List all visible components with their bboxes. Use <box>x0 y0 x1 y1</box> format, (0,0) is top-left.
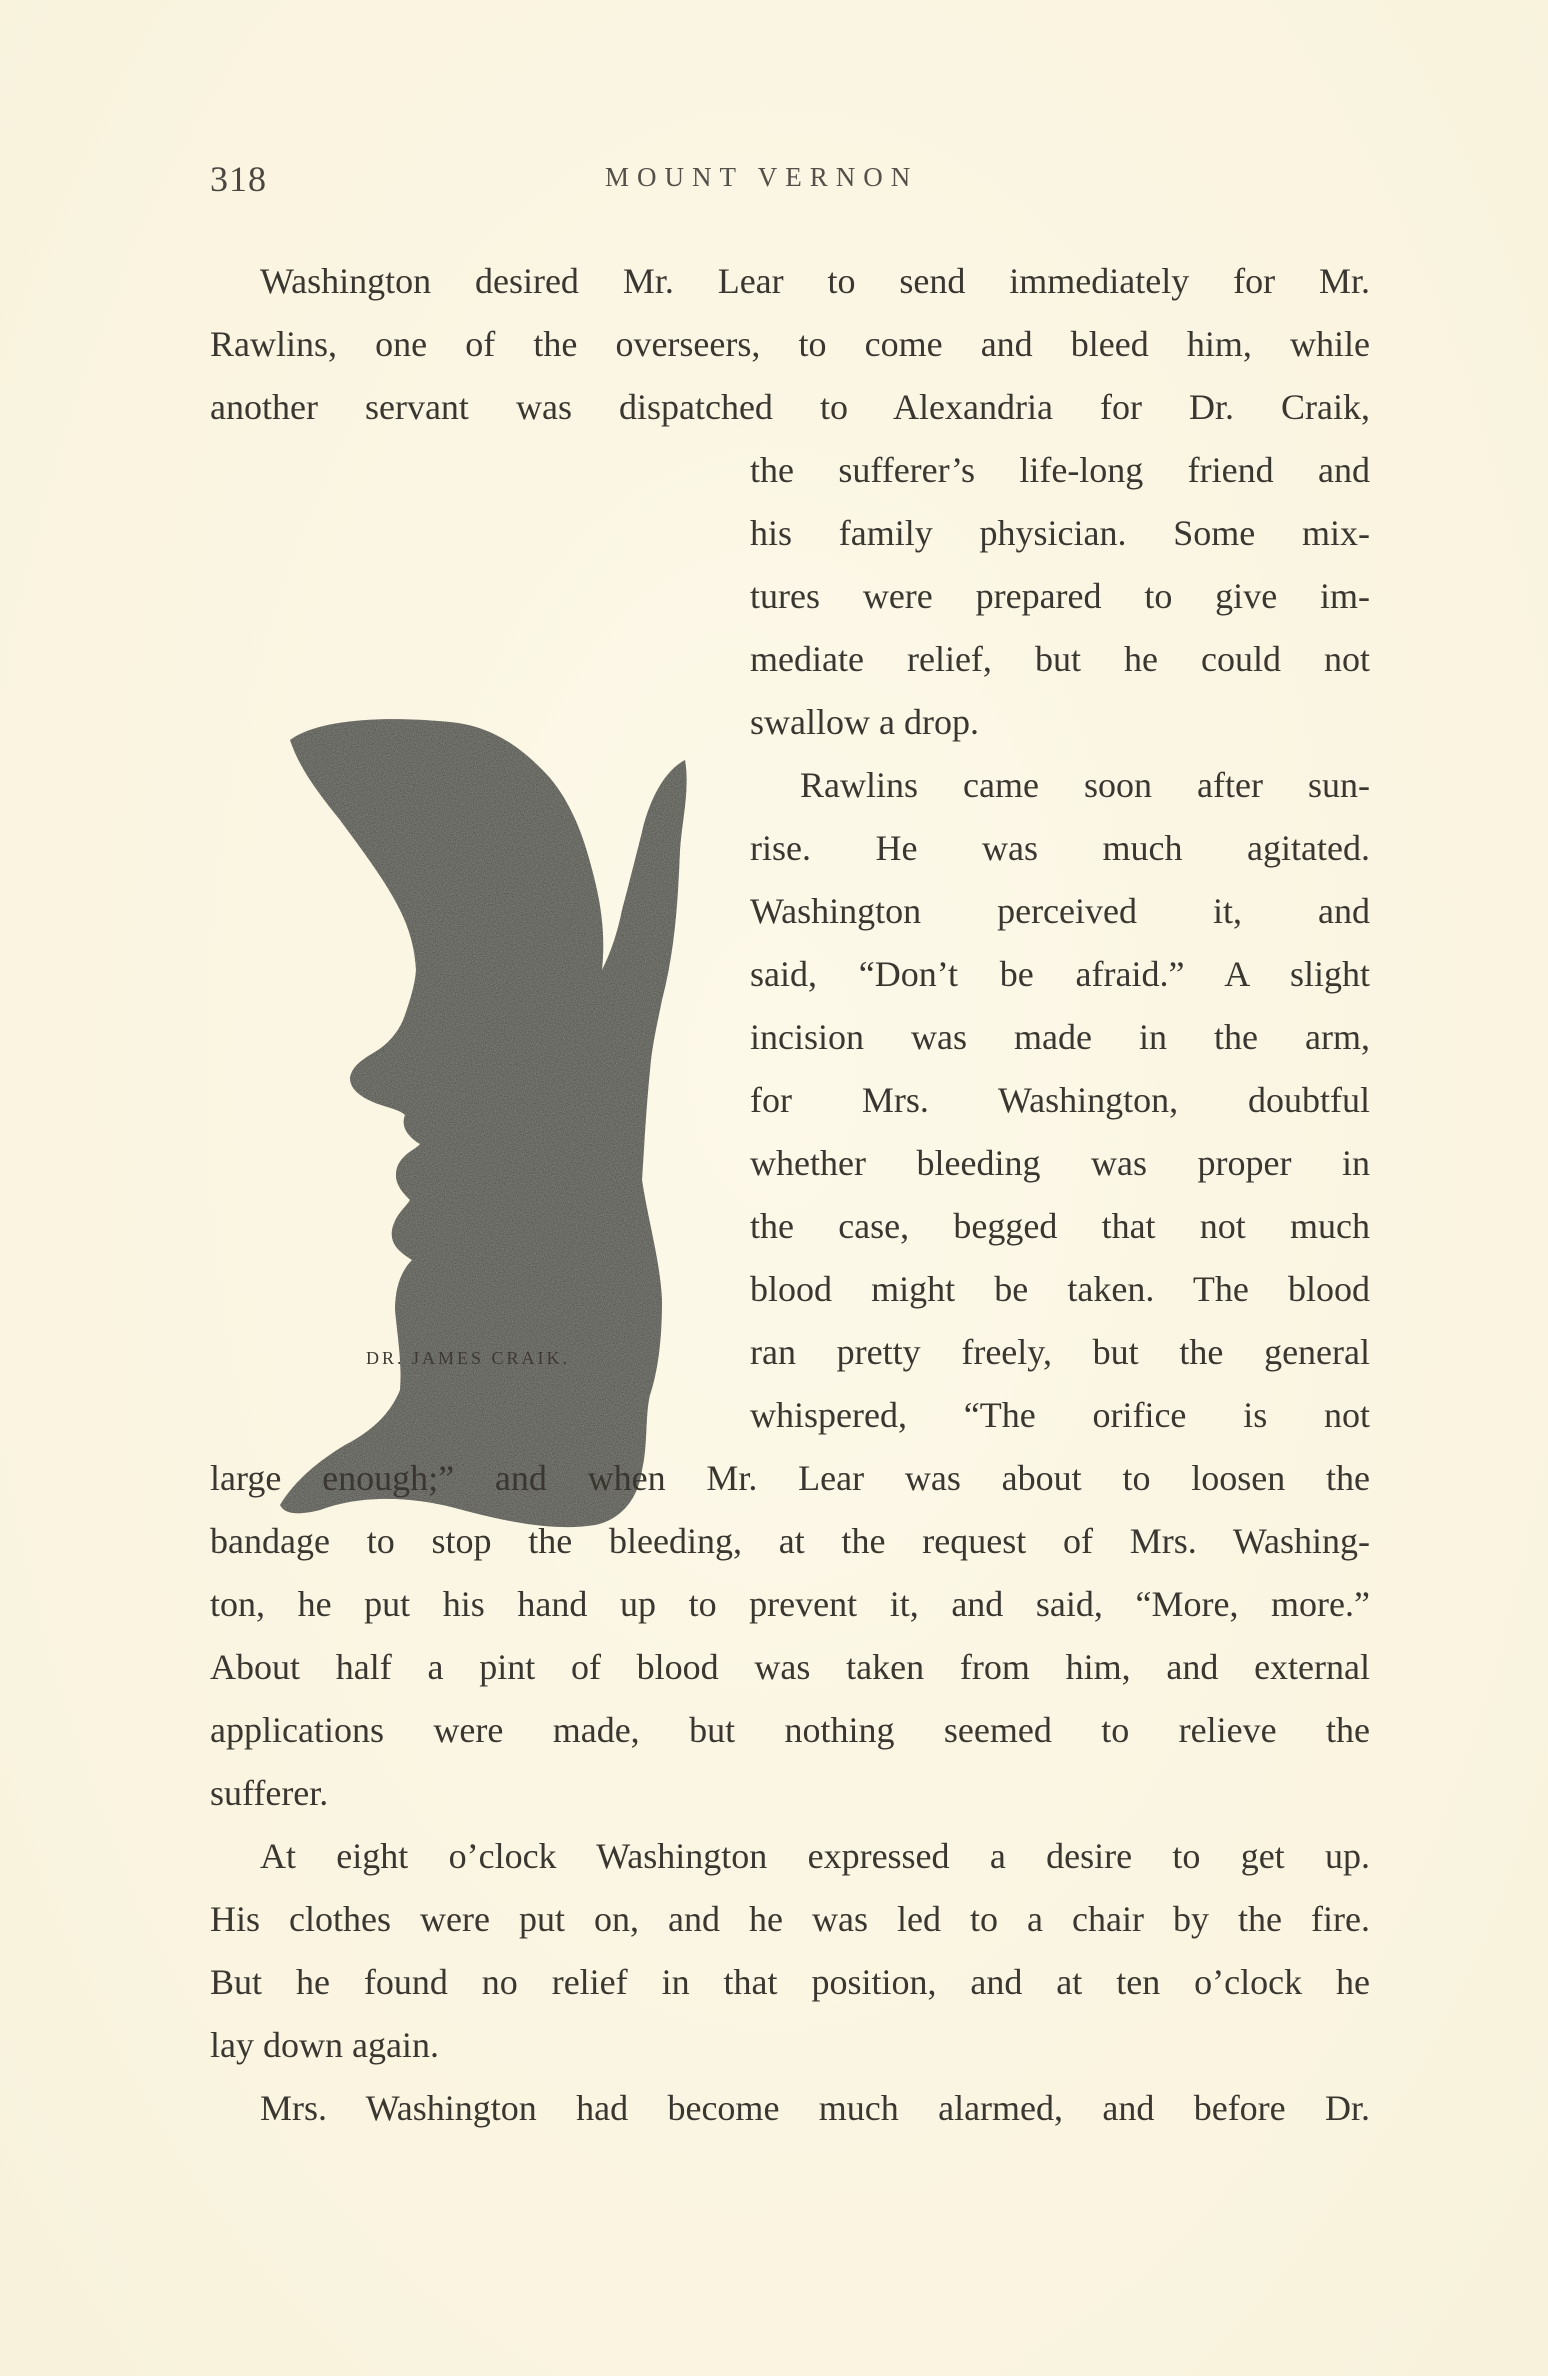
text-line: incision was made in the arm, <box>750 1017 1370 1057</box>
wrapped-text-column <box>750 439 1370 1447</box>
text-line: rise. He was much agitated. <box>750 828 1370 868</box>
text-line: whispered, “The orifice is not <box>750 1395 1370 1435</box>
text-line: ton, he put his hand up to prevent it, and said, “More, more.” <box>210 1584 1370 1624</box>
running-head <box>210 158 1370 198</box>
text-line: Rawlins came soon after sun- <box>800 765 1370 805</box>
page-number: 318 <box>210 159 267 199</box>
text-line: applications were made, but nothing seemed to relieve the <box>210 1710 1370 1750</box>
text-line: About half a pint of blood was taken from him, and external <box>210 1647 1370 1687</box>
text-line: tures were prepared to give im- <box>750 576 1370 616</box>
text-line: At eight o’clock Washington expressed a desire to get up. <box>260 1836 1370 1876</box>
text-line: the case, begged that not much <box>750 1206 1370 1246</box>
text-line: his family physician. Some mix- <box>750 513 1370 553</box>
text-line: mediate relief, but he could not <box>750 639 1370 679</box>
text-line: said, “Don’t be afraid.” A slight <box>750 954 1370 994</box>
text-line: But he found no relief in that position, and at ten o’clock he <box>210 1962 1370 2002</box>
running-title: MOUNT VERNON <box>605 162 919 192</box>
full-width-text <box>210 1447 1370 2140</box>
text-line: lay down again. <box>210 2025 439 2065</box>
silhouette-portrait-image <box>250 460 730 1580</box>
text-line: His clothes were put on, and he was led to a chair by the fire. <box>210 1899 1370 1939</box>
text-line: Mrs. Washington had become much alarmed, and before Dr. <box>260 2088 1370 2128</box>
text-line: the sufferer’s life-long friend and <box>750 450 1370 490</box>
text-line: another servant was dispatched to Alexandria for Dr. Craik, <box>210 387 1370 427</box>
text-line: for Mrs. Washington, doubtful <box>750 1080 1370 1120</box>
text-line: bandage to stop the bleeding, at the request of Mrs. Washing- <box>210 1521 1370 1561</box>
text-line: Washington perceived it, and <box>750 891 1370 931</box>
text-line: large enough;” and when Mr. Lear was about to loosen the <box>210 1458 1370 1498</box>
figure-caption: DR. JAMES CRAIK. <box>366 1348 571 1368</box>
text-line: blood might be taken. The blood <box>750 1269 1370 1309</box>
text-line: whether bleeding was proper in <box>750 1143 1370 1183</box>
text-line: sufferer. <box>210 1773 329 1813</box>
text-line: ran pretty freely, but the general <box>750 1332 1370 1372</box>
text-line: swallow a drop. <box>750 702 979 742</box>
text-line: Rawlins, one of the overseers, to come and bleed him, while <box>210 324 1370 364</box>
silhouette-figure <box>250 460 730 1580</box>
text-line: Washington desired Mr. Lear to send immediately for Mr. <box>260 261 1370 301</box>
